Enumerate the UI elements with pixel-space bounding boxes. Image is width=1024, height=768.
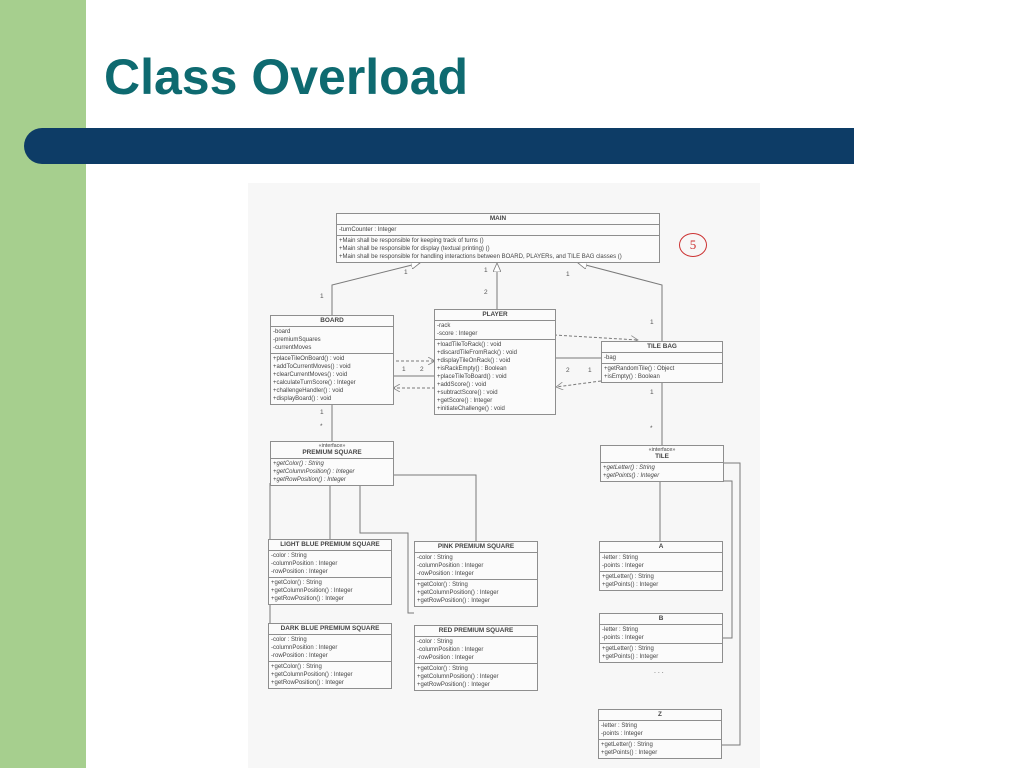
attribute: -columnPosition : Integer bbox=[271, 561, 338, 567]
attribute: -letter : String bbox=[602, 555, 639, 561]
operation: +clearCurrentMoves() : void bbox=[273, 372, 348, 378]
bag-main-association bbox=[578, 263, 662, 341]
operation: +getColumnPosition() : Integer bbox=[417, 674, 499, 680]
operation: +challengeHandler() : void bbox=[273, 388, 344, 394]
class-name: Z bbox=[599, 710, 721, 721]
operation: +Main shall be responsible for display (textual printing) () bbox=[339, 246, 490, 252]
class-name: DARK BLUE PREMIUM SQUARE bbox=[269, 624, 391, 635]
attribute: -color : String bbox=[271, 637, 307, 643]
operation: +loadTileToRack() : void bbox=[437, 342, 502, 348]
attribute: -rowPosition : Integer bbox=[417, 571, 474, 577]
class-tile-a bbox=[599, 541, 723, 591]
operation: +getRandomTile() : Object bbox=[604, 366, 675, 372]
operation: +discardTileFromRack() : void bbox=[437, 350, 517, 356]
class-name: LIGHT BLUE PREMIUM SQUARE bbox=[269, 540, 391, 551]
left-accent-band bbox=[0, 0, 86, 768]
stereotype: «interface» bbox=[648, 447, 676, 453]
class-dark-blue-premium-square bbox=[268, 623, 392, 689]
attribute: -board bbox=[273, 329, 291, 335]
multiplicity-label: 1 bbox=[320, 409, 324, 416]
class-name: PINK PREMIUM SQUARE bbox=[415, 542, 537, 553]
attribute: -rowPosition : Integer bbox=[271, 653, 328, 659]
class-name: BOARD bbox=[271, 316, 393, 327]
class-tile-z bbox=[598, 709, 722, 759]
attribute: -points : Integer bbox=[602, 635, 644, 641]
operation: +getPoints() : Integer bbox=[601, 750, 658, 756]
operation: +getColumnPosition() : Integer bbox=[273, 469, 355, 475]
operation: +getRowPosition() : Integer bbox=[417, 682, 490, 688]
multiplicity-label: * bbox=[650, 425, 653, 432]
operation: +initiateChallenge() : void bbox=[437, 406, 505, 412]
multiplicity-label: 1 bbox=[404, 269, 408, 276]
operation: +isRackEmpty() : Boolean bbox=[437, 366, 507, 372]
operation: +getLetter() : String bbox=[602, 646, 654, 652]
class-name: TILE BAG bbox=[602, 342, 722, 353]
stereotype: «interface» bbox=[318, 443, 346, 449]
attribute: -letter : String bbox=[602, 627, 639, 633]
multiplicity-label: * bbox=[320, 423, 323, 430]
class-name: A bbox=[600, 542, 722, 553]
operation: +getLetter() : String bbox=[602, 574, 654, 580]
class-pink-premium-square bbox=[414, 541, 538, 607]
grade-mark: 5 bbox=[679, 233, 707, 257]
operation: +getColumnPosition() : Integer bbox=[417, 590, 499, 596]
operation: +getColor() : String bbox=[417, 666, 468, 672]
multiplicity-label: 1 bbox=[402, 366, 406, 373]
operation: +getLetter() : String bbox=[603, 465, 655, 471]
operation: +displayTileOnRack() : void bbox=[437, 358, 511, 364]
multiplicity-label: 1 bbox=[588, 367, 592, 374]
title-underline-bar bbox=[24, 128, 854, 164]
multiplicity-label: 2 bbox=[484, 289, 488, 296]
operation: +getRowPosition() : Integer bbox=[273, 477, 346, 483]
operation: +addToCurrentMoves() : void bbox=[273, 364, 351, 370]
operation: +getRowPosition() : Integer bbox=[271, 680, 344, 686]
ellipsis-dots: . . . bbox=[654, 668, 664, 675]
attribute: -columnPosition : Integer bbox=[417, 563, 484, 569]
operation: +getPoints() : Integer bbox=[602, 654, 659, 660]
uml-class-diagram bbox=[248, 183, 760, 768]
operation: +getColumnPosition() : Integer bbox=[271, 672, 353, 678]
class-main bbox=[336, 213, 660, 263]
interface-tile bbox=[600, 445, 724, 482]
attribute: -color : String bbox=[417, 555, 453, 561]
operation: +placeTileOnBoard() : void bbox=[273, 356, 345, 362]
class-player bbox=[434, 309, 556, 415]
operation: +getColor() : String bbox=[273, 461, 324, 467]
multiplicity-label: 1 bbox=[484, 267, 488, 274]
slide-title: Class Overload bbox=[104, 49, 469, 105]
operation: +getColumnPosition() : Integer bbox=[271, 588, 353, 594]
operation: +getPoints() : Integer bbox=[603, 473, 660, 479]
operation: +Main shall be responsible for handling interactions between BOARD, PLAYERs, and TILE BAG classes () bbox=[339, 254, 622, 260]
operation: +getRowPosition() : Integer bbox=[417, 598, 490, 604]
operation: +displayBoard() : void bbox=[273, 396, 332, 402]
attribute: -rowPosition : Integer bbox=[271, 569, 328, 575]
multiplicity-label: 1 bbox=[566, 271, 570, 278]
operation: +getLetter() : String bbox=[601, 742, 653, 748]
attribute: -letter : String bbox=[601, 723, 638, 729]
operation: +isEmpty() : Boolean bbox=[604, 374, 660, 380]
attribute: -columnPosition : Integer bbox=[417, 647, 484, 653]
attribute: -columnPosition : Integer bbox=[271, 645, 338, 651]
attribute: -rowPosition : Integer bbox=[417, 655, 474, 661]
operation: +getColor() : String bbox=[271, 664, 322, 670]
operation: +placeTileToBoard() : void bbox=[437, 374, 507, 380]
class-light-blue-premium-square bbox=[268, 539, 392, 605]
operation: +getPoints() : Integer bbox=[602, 582, 659, 588]
operation: +addScore() : void bbox=[437, 382, 487, 388]
operation: +subtractScore() : void bbox=[437, 390, 498, 396]
multiplicity-label: 1 bbox=[650, 319, 654, 326]
attribute: -rack bbox=[437, 323, 451, 329]
attribute: -premiumSquares bbox=[273, 337, 321, 343]
class-name: B bbox=[600, 614, 722, 625]
attribute: -color : String bbox=[417, 639, 453, 645]
attribute: -points : Integer bbox=[601, 731, 643, 737]
class-name: PLAYER bbox=[435, 310, 555, 321]
multiplicity-label: 2 bbox=[566, 367, 570, 374]
operation: +getColor() : String bbox=[271, 580, 322, 586]
attribute: -turnCounter : Integer bbox=[339, 227, 397, 233]
attribute: -points : Integer bbox=[602, 563, 644, 569]
attribute: -bag bbox=[604, 355, 617, 361]
operation: +Main shall be responsible for keeping track of turns () bbox=[339, 238, 484, 244]
attribute: -currentMoves bbox=[273, 345, 312, 351]
operation: +getScore() : Integer bbox=[437, 398, 493, 404]
operation: +getRowPosition() : Integer bbox=[271, 596, 344, 602]
multiplicity-label: 2 bbox=[420, 366, 424, 373]
class-name: PREMIUM SQUARE bbox=[302, 449, 362, 456]
attribute: -color : String bbox=[271, 553, 307, 559]
interface-premium-square bbox=[270, 441, 394, 486]
multiplicity-label: 1 bbox=[650, 389, 654, 396]
class-tile-bag bbox=[601, 341, 723, 383]
operation: +getColor() : String bbox=[417, 582, 468, 588]
class-name: RED PREMIUM SQUARE bbox=[415, 626, 537, 637]
class-tile-b bbox=[599, 613, 723, 663]
class-name: MAIN bbox=[337, 214, 659, 225]
class-name: TILE bbox=[655, 453, 669, 460]
class-board bbox=[270, 315, 394, 405]
multiplicity-label: 1 bbox=[320, 293, 324, 300]
class-red-premium-square bbox=[414, 625, 538, 691]
operation: +calculateTurnScore() : Integer bbox=[273, 380, 356, 386]
attribute: -score : Integer bbox=[437, 331, 478, 337]
